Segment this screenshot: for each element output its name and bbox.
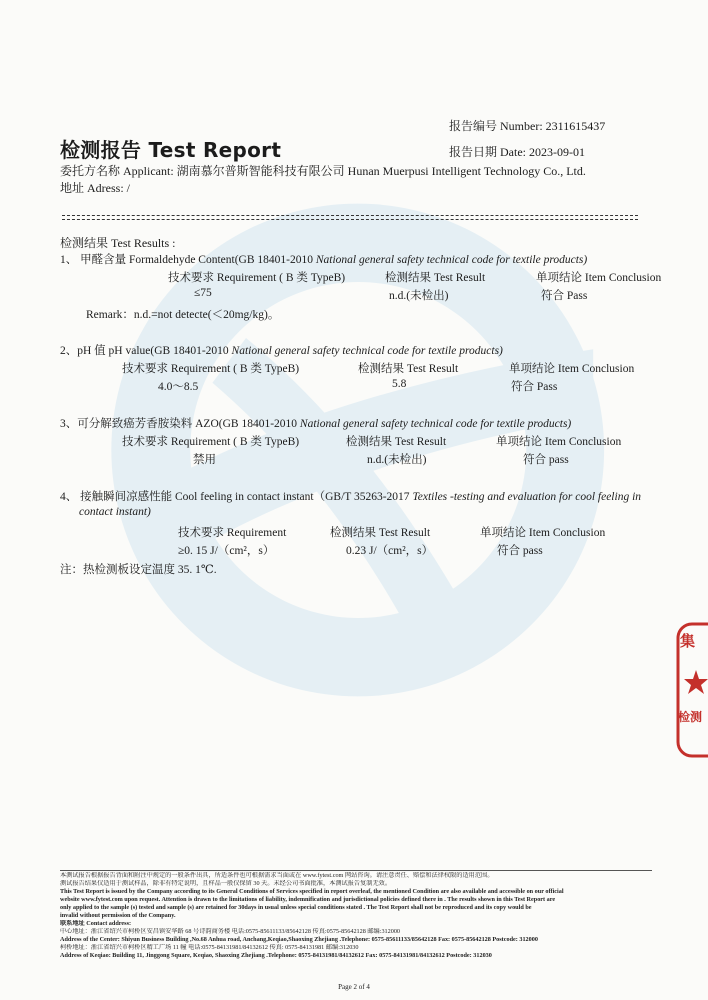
- results-title: 检测结果 Test Results :: [60, 236, 176, 250]
- footer-line: 联系地址 Contact address:: [60, 920, 132, 928]
- footer-line: website www.fytest.com upon request. Attention is drawn to the limitations of liability, indemnification and jurisdictional policies defined there in . The results shown in this Test Report are: [60, 896, 556, 904]
- col-requirement: 技术要求 Requirement: [178, 527, 287, 539]
- page-title: 检测报告 Test Report: [60, 138, 282, 162]
- col-conclusion: 单项结论 Item Conclusion: [480, 527, 606, 539]
- conclusion-value: 符合 pass: [523, 454, 569, 466]
- col-result: 检测结果 Test Result: [330, 527, 431, 539]
- footer-line: Address of the Center: Shiyun Business Building ,No.68 Anhua road, Anchang,Keqiao,Shaoxing Zhejiang .Telephone: 0575-85611133/85642128 Fax: 0575-85642128 Postcode: 312000: [60, 936, 538, 944]
- result-value: n.d.(未检出): [389, 290, 449, 302]
- conclusion-value: 符合 pass: [497, 545, 543, 557]
- col-conclusion: 单项结论 Item Conclusion: [496, 436, 622, 448]
- item-heading-standard: National general safety technical code for textile products): [231, 345, 503, 357]
- result-value: 5.8: [392, 378, 407, 390]
- footer-line: Address of Keqiao: Building 11, Jinggong Square, Keqiao, Shaoxing Zhejiang .Telephone: 0575-84131981/84132612 Fax: 0575-84131981/84132612 Postcode: 312030: [60, 952, 492, 960]
- item-heading-standard: Textiles -testing and evaluation for cool feeling in: [412, 491, 642, 503]
- conclusion-value: 符合 Pass: [511, 381, 558, 393]
- item-heading-text: 3、可分解致癌芳香胺染料 AZO(GB 18401-2010: [60, 418, 300, 430]
- item-heading: [60, 342, 503, 358]
- note: 注：热检测板设定温度 35. 1℃.: [60, 564, 217, 576]
- item-heading-standard: National general safety technical code for textile products): [299, 418, 572, 430]
- footer-line: This Test Report is issued by the Company according to its General Conditions of Services specified in report overleaf, the mentioned Condition are also available and accessible on our official: [60, 888, 564, 896]
- result-value: 0.23 J/（cm²，s）: [346, 545, 434, 557]
- footer-line: invalid without permission of the Company.: [60, 912, 176, 920]
- item-heading-text: 2、pH 值 pH value(GB 18401-2010: [60, 345, 232, 357]
- separator-line: [62, 219, 638, 220]
- item-heading: [60, 251, 587, 267]
- report-number: 报告编号 Number: 2311615437: [449, 119, 606, 133]
- col-requirement: 技术要求 Requirement ( B 类 TypeB): [122, 363, 300, 375]
- col-result: 检测结果 Test Result: [358, 363, 459, 375]
- requirement-value: 4.0～8.5: [158, 381, 199, 393]
- col-result: 检测结果 Test Result: [346, 436, 447, 448]
- requirement-value: ≥0. 15 J/（cm²，s）: [178, 545, 275, 557]
- item-heading: [60, 415, 571, 431]
- footer-line: only applied to the sample (s) tested and sample (s) are retained for 30days in usual unless special conditions stated . The Test Report shall not be reproduced and its copy would be: [60, 904, 532, 912]
- footer-line: 中心地址：浙江省绍兴市柯桥区安昌镇安华路 68 号诗韵商务楼 电话:0575-85611133/85642128 传真:0575-85642128 邮编:312000: [60, 928, 401, 936]
- applicant: 委托方名称 Applicant: 湖南慕尔普斯智能科技有限公司 Hunan Muerpusi Intelligent Technology Co., Ltd.: [60, 164, 586, 178]
- footer: [60, 872, 652, 961]
- report-date: 报告日期 Date: 2023-09-01: [449, 145, 585, 159]
- item-heading-text: 1、 甲醛含量 Formaldehyde Content(GB 18401-2010: [60, 254, 316, 266]
- requirement-value: ≤75: [194, 287, 212, 299]
- requirement-value: 禁用: [193, 454, 216, 466]
- result-value: n.d.(未检出): [367, 454, 427, 466]
- item-heading-text: 4、 接触瞬间凉感性能 Cool feeling in contact instant（GB/T 35263-2017: [60, 491, 413, 503]
- footer-rule: [60, 870, 652, 871]
- page-number: Page 2 of 4: [338, 983, 370, 991]
- col-conclusion: 单项结论 Item Conclusion: [536, 272, 662, 284]
- col-requirement: 技术要求 Requirement ( B 类 TypeB): [122, 436, 300, 448]
- address: 地址 Adress: /: [60, 181, 130, 195]
- item-heading-standard: National general safety technical code for textile products): [315, 254, 588, 266]
- footer-line: 本测试报告根据报告背面和附注中规定的一般条件出具，所适条件也可根据需求当面或在 www.fytest.com 网站咨询。请注意责任、赔偿和法律权限的适用范围。: [60, 872, 494, 879]
- col-result: 检测结果 Test Result: [385, 272, 486, 284]
- col-conclusion: 单项结论 Item Conclusion: [509, 363, 635, 375]
- seal-text: 集: [680, 632, 696, 650]
- col-requirement: 技术要求 Requirement ( B 类 TypeB): [168, 272, 346, 284]
- footer-line: 测试报告结果仅适用于测试样品，除非有特定说明，且样品一般仅保留 30 天。未经公司书面批准，本测试报告复制无效。: [60, 880, 392, 888]
- remark: Remark：n.d.=not detecte(＜20mg/kg)。: [86, 309, 280, 321]
- seal-text: 检测: [678, 710, 703, 724]
- separator-line: [62, 215, 638, 216]
- conclusion-value: 符合 Pass: [541, 290, 588, 302]
- item-heading-standard-cont: contact instant): [79, 506, 151, 518]
- footer-line: 柯桥地址：浙江省绍兴市柯桥区精工广场 11 幢 电话:0575-84131981/84132612 传真: 0575-84131981 邮编:312030: [60, 944, 359, 952]
- item-heading: [60, 488, 641, 504]
